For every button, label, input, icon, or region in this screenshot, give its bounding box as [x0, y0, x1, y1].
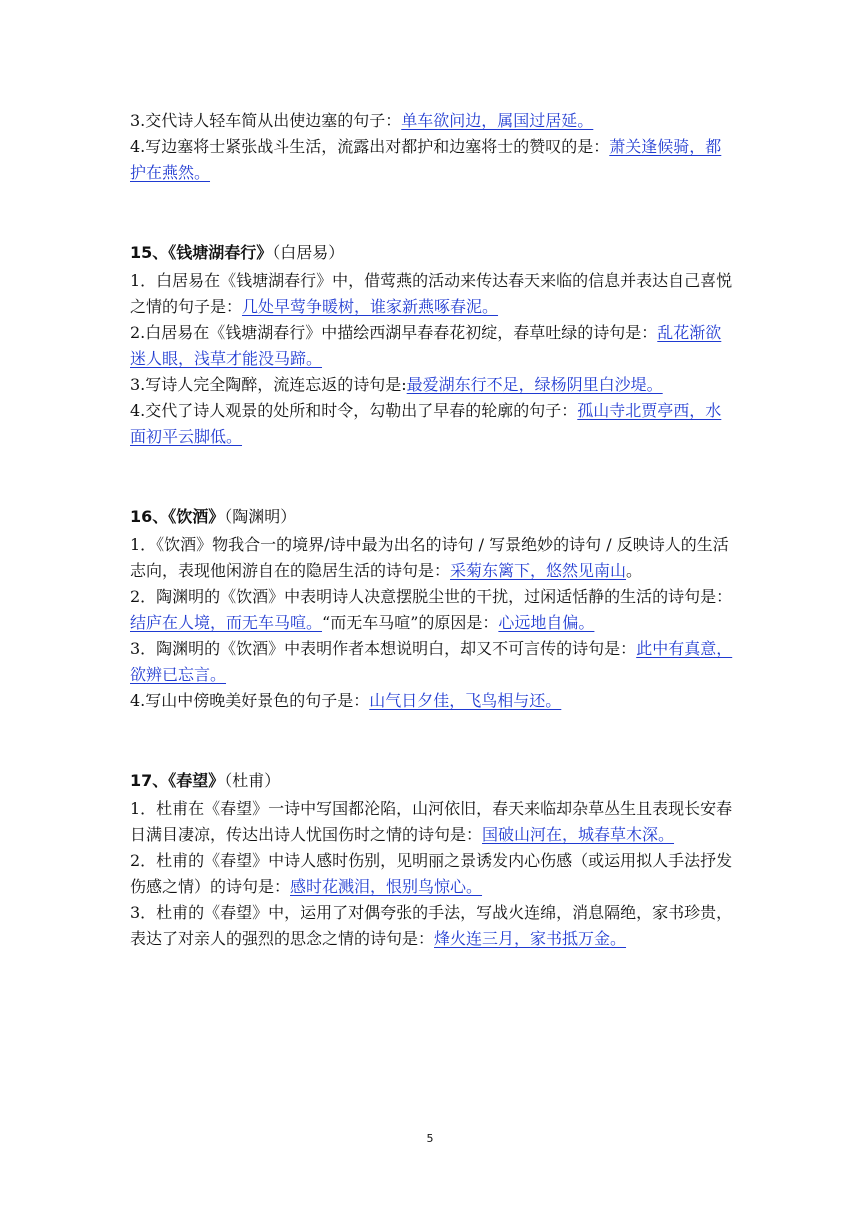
answer-text: 山气日夕佳，飞鸟相与还。 — [369, 691, 562, 710]
list-item — [130, 134, 734, 186]
list-item — [130, 636, 734, 688]
answer-text: 采菊东篱下，悠然见南山 — [450, 561, 627, 580]
section-spring-view — [130, 768, 734, 952]
list-item — [130, 584, 734, 636]
question-text: 4.写山中傍晚美好景色的句子是： — [130, 691, 370, 710]
list-item — [130, 320, 734, 372]
section-title: 15、《钱塘湖春行》 — [130, 243, 273, 262]
list-item — [130, 108, 734, 134]
section-title: 16、《饮酒》 — [130, 507, 225, 526]
question-text: 1．杜甫在《春望》一诗中写国都沦陷，山河依旧，春天来临却杂草丛生且表现长安春日满目凄凉，传达出诗人忧国伤时之情的诗句是： — [130, 799, 733, 844]
section-drinking-wine — [130, 504, 734, 714]
section-heading — [130, 504, 734, 530]
question-text: 1．《饮酒》物我合一的境界/诗中最为出名的诗句 / 写景绝妙的诗句 / 反映诗人的生活志向，表现他闲游自在的隐居生活的诗句是： — [130, 535, 729, 580]
question-text: 3.写诗人完全陶醉，流连忘返的诗句是: — [130, 375, 407, 394]
section-author: （白居易） — [272, 243, 345, 262]
list-item — [130, 268, 734, 320]
page-number: 5 — [426, 1132, 434, 1145]
question-text: 2．陶渊明的《饮酒》中表明诗人决意摆脱尘世的干扰，过闲适恬静的生活的诗句是： — [130, 587, 733, 606]
answer-text-continued: 心远地自偏。 — [498, 613, 595, 632]
list-item — [130, 900, 734, 952]
question-text: 3.交代诗人轻车简从出使边塞的句子： — [130, 111, 402, 130]
section-title: 17、《春望》 — [130, 771, 225, 790]
question-text: 3．杜甫的《春望》中，运用了对偶夸张的手法，写战火连绵，消息隔绝，家书珍贵，表达了对亲人的强烈的思念之情的诗句是： — [130, 903, 733, 948]
question-text: 4.交代了诗人观景的处所和时令，勾勒出了早春的轮廓的句子： — [130, 401, 578, 420]
answer-text: 萧关逢候骑，都护在燕然。 — [130, 137, 722, 182]
question-text: 2.白居易在《钱塘湖春行》中描绘西湖早春春花初绽，春草吐绿的诗句是： — [130, 323, 658, 342]
list-item — [130, 848, 734, 900]
answer-text: 单车欲问边，属国过居延。 — [401, 111, 594, 130]
answer-text: 乱花渐欲迷人眼，浅草才能没马蹄。 — [130, 323, 722, 368]
list-item — [130, 372, 734, 398]
question-text: 3．陶渊明的《饮酒》中表明作者本想说明白，却又不可言传的诗句是： — [130, 639, 637, 658]
answer-text: 孤山寺北贾亭西，水面初平云脚低。 — [130, 401, 722, 446]
question-text: 1．白居易在《钱塘湖春行》中，借莺燕的活动来传达春天来临的信息并表达自己喜悦之情的句子是： — [130, 271, 733, 316]
question-text-continued: “而无车马喧”的原因是： — [322, 613, 499, 632]
answer-text: 结庐在人境，而无车马喧。 — [130, 613, 323, 632]
section-heading — [130, 240, 734, 266]
document-page — [130, 108, 734, 952]
answer-text: 国破山河在，城春草木深。 — [482, 825, 675, 844]
list-item — [130, 688, 734, 714]
answer-text: 几处早莺争暖树，谁家新燕啄春泥。 — [242, 297, 499, 316]
question-text: 4.写边塞将士紧张战斗生活，流露出对都护和边塞将士的赞叹的是： — [130, 137, 610, 156]
answer-text: 烽火连三月，家书抵万金。 — [434, 929, 627, 948]
list-item — [130, 532, 734, 584]
section-heading — [130, 768, 734, 794]
list-item — [130, 796, 734, 848]
list-item — [130, 398, 734, 450]
intro-list — [130, 108, 734, 186]
answer-text: 最爱湖东行不足，绿杨阴里白沙堤。 — [406, 375, 663, 394]
question-text-continued: 。 — [626, 561, 643, 580]
section-author: （陶渊明） — [224, 507, 297, 526]
section-author: （杜甫） — [224, 771, 281, 790]
question-text: 2．杜甫的《春望》中诗人感时伤别，见明丽之景诱发内心伤感（或运用拟人手法抒发伤感之情）的诗句是： — [130, 851, 733, 896]
answer-text: 感时花溅泪，恨别鸟惊心。 — [290, 877, 483, 896]
answer-text: 此中有真意，欲辨已忘言。 — [130, 639, 733, 684]
section-qiantang-lake — [130, 240, 734, 450]
